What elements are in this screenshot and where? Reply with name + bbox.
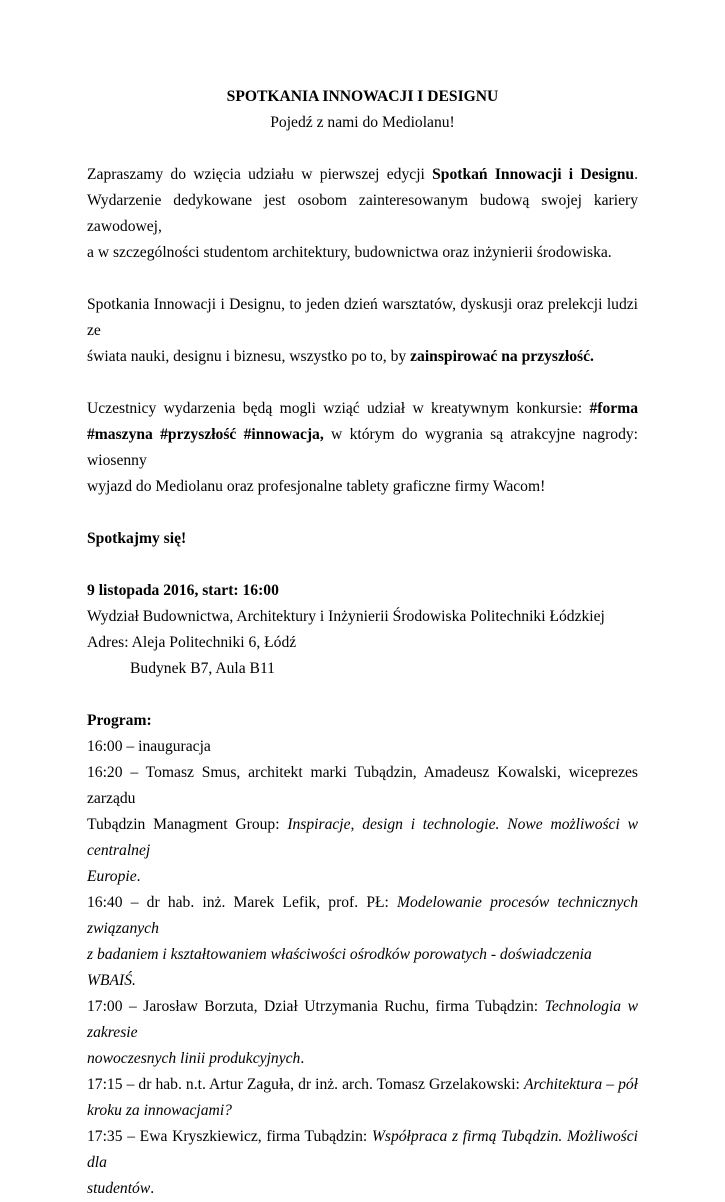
description-line-1: Spotkania Innowacji i Designu, to jeden dzień warsztatów, dyskusji oraz prelekcji ludzi ze: [87, 296, 638, 339]
intro-line-2: Wydarzenie dedykowane jest osobom zainteresowanym budową swojej kariery zawodowej,: [87, 192, 638, 235]
event-building: Budynek B7, Aula B11: [130, 660, 275, 677]
hashtag-forma: #forma: [589, 400, 638, 417]
program-text: .: [300, 1050, 305, 1067]
document-subtitle: Pojedź z nami do Mediolanu!: [270, 114, 455, 131]
program-item-cont: [87, 1098, 638, 1124]
program-section: [87, 708, 638, 1202]
talk-title: Modelowanie procesów technicznych związanych: [87, 894, 639, 937]
intro-text-end: .: [634, 166, 638, 183]
program-item: 16:00 – inauguracja: [87, 738, 211, 755]
event-address: Adres: Aleja Politechniki 6, Łódź: [87, 634, 297, 651]
talk-title: Współpraca z firmą Tubądzin. Możliwości dla: [87, 1128, 638, 1171]
talk-title: nowoczesnych linii produkcyjnych: [87, 1050, 301, 1067]
event-details: [87, 578, 638, 682]
meet-heading: [87, 526, 638, 552]
talk-title: kroku za innowacjami?: [87, 1102, 232, 1119]
program-text: 16:40 – dr hab. inż. Marek Lefik, prof. PŁ:: [87, 894, 398, 911]
spacer: [87, 136, 638, 162]
program-heading: [87, 708, 638, 734]
inspire-bold: zainspirować na przyszłość.: [410, 348, 594, 365]
talk-title: Europie: [87, 868, 137, 885]
meet-text: Spotkajmy się!: [87, 530, 187, 547]
program-item-cont: [87, 864, 638, 890]
program-item: [87, 890, 638, 942]
spacer: [87, 682, 638, 708]
event-date: [87, 578, 638, 604]
talk-title: Technologia w zakresie: [87, 998, 638, 1041]
description-text: świata nauki, designu i biznesu, wszystko po to, by: [87, 348, 411, 365]
intro-text: Zapraszamy do wzięcia udziału w pierwszej edycji: [87, 166, 433, 183]
program-text: 17:15 – dr hab. n.t. Artur Zaguła, dr inż. arch. Tomasz Grzelakowski:: [87, 1076, 524, 1093]
program-item: [87, 1072, 638, 1098]
spacer: [87, 266, 638, 292]
spacer: [87, 370, 638, 396]
program-text: 17:35 – Ewa Kryszkiewicz, firma Tubądzin:: [87, 1128, 372, 1145]
description-paragraph: [87, 292, 638, 370]
program-item-cont: [87, 1046, 638, 1072]
event-date-text: 9 listopada 2016, start: 16:00: [87, 582, 279, 599]
program-item: 16:20 – Tomasz Smus, architekt marki Tubądzin, Amadeusz Kowalski, wiceprezes zarządu: [87, 764, 638, 807]
talk-title: z badaniem i kształtowaniem właściwości ośrodków porowatych - doświadczenia WBAIŚ.: [87, 946, 592, 989]
program-item: [87, 1124, 638, 1176]
program-item-cont: [87, 1176, 638, 1202]
contest-paragraph: [87, 396, 638, 500]
program-text: Tubądzin Managment Group:: [87, 816, 288, 833]
spacer: [87, 500, 638, 526]
program-text: .: [136, 868, 141, 885]
talk-title: Inspiracje, design i technologie. Nowe możliwości w centralnej: [87, 816, 638, 859]
talk-title: Architektura – pół: [523, 1076, 638, 1093]
program-text: 17:00 – Jarosław Borzuta, Dział Utrzymania Ruchu, firma Tubądzin:: [87, 998, 545, 1015]
program-item-cont: [87, 942, 638, 994]
contest-prizes-text: w którym do wygrania są atrakcyjne nagrody: wiosenny: [87, 426, 638, 469]
spacer: [87, 552, 638, 578]
program-heading-text: Program:: [87, 712, 152, 729]
event-place: Wydział Budownictwa, Architektury i Inżynierii Środowiska Politechniki Łódzkiej: [87, 608, 605, 625]
contest-line-3: wyjazd do Mediolanu oraz profesjonalne tablety graficzne firmy Wacom!: [87, 478, 546, 495]
intro-line-1: [87, 162, 638, 188]
intro-line-3: a w szczególności studentom architektury, budownictwa oraz inżynierii środowiska.: [87, 244, 612, 261]
hashtags-bold: #maszyna #przyszłość #innowacja,: [87, 426, 324, 443]
contest-line-2: [87, 422, 638, 474]
program-item: [87, 994, 638, 1046]
program-text: .: [150, 1180, 155, 1197]
talk-title: studentów: [87, 1180, 151, 1197]
program-item-cont: [87, 812, 638, 864]
document-title: SPOTKANIA INNOWACJI I DESIGNU: [226, 88, 499, 105]
description-line-2: [87, 344, 638, 370]
contest-text: Uczestnicy wydarzenia będą mogli wziąć udział w kreatywnym konkursie:: [87, 400, 590, 417]
event-name-bold: Spotkań Innowacji i Designu: [432, 166, 635, 183]
intro-paragraph: [87, 162, 638, 266]
contest-line-1: [87, 396, 638, 422]
